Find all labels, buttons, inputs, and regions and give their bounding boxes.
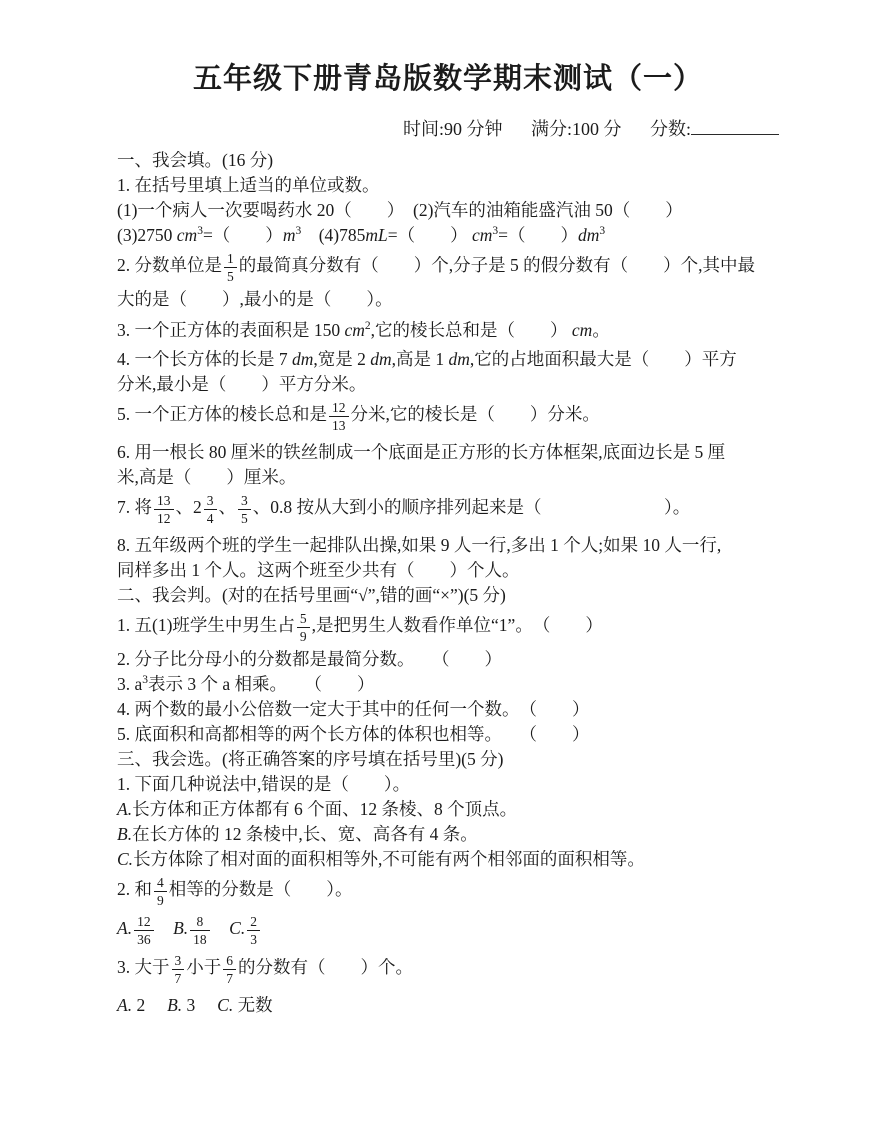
fraction: $\frac{6}{7}$ <box>223 953 236 986</box>
section-choice-header: 三、我会选。(将正确答案的序号填在括号里)(5 分) <box>117 749 504 769</box>
fraction: $\frac{4}{9}$ <box>154 875 167 908</box>
fraction: $\frac{13}{12}$ <box>154 493 174 526</box>
fraction: $\frac{3}{7}$ <box>172 953 185 986</box>
choice-q1-option-c: C.长方体除了相对面的面积相等外,不可能有两个相邻面的面积相等。 <box>117 849 645 869</box>
fraction: $\frac{1}{5}$ <box>224 251 237 284</box>
choice-q3: 3. 大于 $\frac{3}{7}$ 小于 $\frac{6}{7}$ 的分数有（ ）个。 <box>117 953 413 986</box>
judge-q1: 1. 五(1)班学生中男生占 $\frac{5}{9}$ ,是把男生人数看作单位“1”。 （ ） <box>117 611 603 644</box>
choice-q1: 1. 下面几种说法中,错误的是（ ）。 <box>117 774 411 794</box>
fill-q3: 3. 一个正方体的表面积是 150 $cm^2$,它的棱长总和是（ ） cm。 <box>117 320 610 340</box>
fill-q1-line2: (1)一个病人一次要喝药水 20（ ） (2)汽车的油箱能盛汽油 50（ ） <box>117 200 683 220</box>
judge-q4: 4. 两个数的最小公倍数一定大于其中的任何一个数。 （ ） <box>117 699 590 719</box>
fraction: $\frac{5}{9}$ <box>297 611 310 644</box>
fill-q2-line1: 2. 分数单位是 $\frac{1}{5}$ 的最简真分数有（ ）个,分子是 5 的假分数有（ ）个,其中最 <box>117 251 755 284</box>
fill-q4-line2: 分米,最小是（ ）平方分米。 <box>117 374 367 394</box>
choice-q2: 2. 和 $\frac{4}{9}$ 相等的分数是（ ）。 <box>117 875 353 908</box>
fill-q6-line2: 米,高是（ ）厘米。 <box>117 467 297 487</box>
score-blank-line <box>691 118 779 135</box>
choice-q3-options: A. 2 B. 3 C. 无数 <box>117 995 273 1015</box>
choice-q2-options: A. $\frac{12}{36}$ B. $\frac{8}{18}$ C. $\frac{2}{3}$ <box>117 911 779 950</box>
fill-q8-line1: 8. 五年级两个班的学生一起排队出操,如果 9 人一行,多出 1 个人;如果 10 人一行, <box>117 535 722 555</box>
fraction: $\frac{3}{4}$ <box>204 493 217 526</box>
fill-q1-line1: 1. 在括号里填上适当的单位或数。 <box>117 175 380 195</box>
judge-q2: 2. 分子比分母小的分数都是最简分数。 （ ） <box>117 649 502 669</box>
meta-line <box>117 116 779 142</box>
judge-q3: 3. $a^3$表示 3 个 a 相乘。 （ ） <box>117 674 375 694</box>
time-limit: 时间:90 分钟 <box>402 119 503 139</box>
fill-q4-line1: 4. 一个长方体的长是 7 dm,宽是 2 dm,高是 1 dm,它的占地面积最大是（ ）平方 <box>117 349 737 369</box>
fill-q8-line2: 同样多出 1 个人。这两个班至少共有（ ）个人。 <box>117 560 520 580</box>
fraction: $\frac{8}{18}$ <box>190 914 210 947</box>
fill-q7: 7. 将 $\frac{13}{12}$ 、2 $\frac{3}{4}$ 、 $\frac{3}{5}$ 、0.8 按从大到小的顺序排列起来是（ ）。 <box>117 493 691 526</box>
fraction: $\frac{12}{36}$ <box>134 914 154 947</box>
page-title: 五年级下册青岛版数学期末测试（一） <box>192 63 703 95</box>
section-judge-header: 二、我会判。(对的在括号里画“√”,错的画“×”)(5 分) <box>117 585 506 605</box>
fill-q6-line1: 6. 用一根长 80 厘米的铁丝制成一个底面是正方形的长方体框架,底面边长是 5 厘 <box>117 442 726 462</box>
judge-q5: 5. 底面积和高都相等的两个长方体的体积也相等。 （ ） <box>117 724 590 744</box>
section-fill-header: 一、我会填。(16 分) <box>117 150 274 170</box>
score-label: 分数: <box>649 119 691 139</box>
full-score: 满分:100 分 <box>530 119 622 139</box>
fraction: $\frac{3}{5}$ <box>238 493 251 526</box>
fill-q1-line3: (3)2750 $cm^3=$（ ）$m^3$ (4)785mL=（ ） $cm^3=$（ ）$dm^3$ <box>117 225 606 245</box>
fill-q2-line2: 大的是（ ）,最小的是（ ）。 <box>117 289 393 309</box>
fill-q5: 5. 一个正方体的棱长总和是 $\frac{12}{13}$ 分米,它的棱长是（ ）分米。 <box>117 400 600 433</box>
choice-q1-option-a: A.长方体和正方体都有 6 个面、12 条棱、8 个顶点。 <box>117 799 518 819</box>
fraction: $\frac{2}{3}$ <box>247 914 260 947</box>
fraction: $\frac{12}{13}$ <box>329 400 349 433</box>
choice-q1-option-b: B.在长方体的 12 条棱中,长、宽、高各有 4 条。 <box>117 824 478 844</box>
